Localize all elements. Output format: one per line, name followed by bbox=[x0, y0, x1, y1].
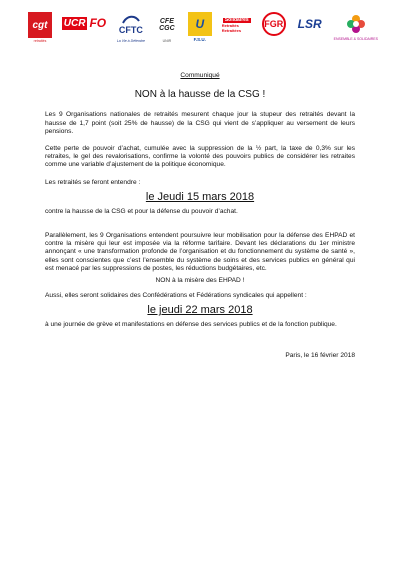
cgt-logo bbox=[28, 12, 52, 43]
cgt-logo-mark: cgt bbox=[28, 12, 52, 38]
fsu-logo-mark: U bbox=[188, 12, 212, 36]
paragraph-5: Parallèlement, les 9 Organisations entendent poursuivre leur mobilisation pour la défense des EHPAD et contre la misère qui leur est imposée via la réforme tarifaire. Devant les déclarations du 1er ministre annonçant « une transformation profonde de l’organisation et du fonctionnement du système de santé », elles sont conscientes que c’est l’ensemble du système de soins et des services publics en général qui est menacé par les suppressions de postes, les réductions budgétaires, etc. bbox=[45, 232, 355, 272]
cgt-logo-caption: retraités bbox=[33, 39, 47, 43]
date-15-mars: le Jeudi 15 mars 2018 bbox=[145, 190, 255, 203]
paragraph-1: Les 9 Organisations nationales de retraités mesurent chaque jour la stupeur des retraités devant la hausse de 1,7 point (soit 25% de hausse) de la CSG qui vient de s’appliquer au versement de leurs pensions. bbox=[45, 111, 355, 135]
cfe-cgc-logo bbox=[156, 12, 178, 43]
fsu-logo bbox=[188, 12, 212, 42]
solidaires-logo bbox=[222, 12, 252, 38]
date-22-mars: le jeudi 22 mars 2018 bbox=[147, 304, 253, 317]
paragraph-7: à une journée de grève et manifestations en défense des services publics et de la fonction publique. bbox=[45, 321, 337, 329]
lsr-logo bbox=[296, 12, 324, 36]
paragraph-2: Cette perte de pouvoir d’achat, cumulée avec la suppression de la ½ part, la taxe de 0,3% sur les retraites, le gel des revalorisations, confirme la volonté des pouvoirs publics de considérer les retraites comme une variable d’ajustement de la politique économique. bbox=[45, 145, 355, 169]
communique-body bbox=[45, 72, 355, 369]
ehpad-subtitle: NON à la misère des EHPAD ! bbox=[155, 277, 245, 285]
fsu-caption: F.S.U. bbox=[193, 37, 206, 42]
ensemble-caption: ENSEMBLE & SOLIDAIRES bbox=[333, 37, 378, 41]
lsr-logo-mark: LSR bbox=[297, 17, 322, 31]
retraites-text: Retraités Retraitées bbox=[221, 22, 242, 33]
cfe-cgc-caption: UNIR bbox=[162, 39, 172, 43]
page-title: NON à la hausse de la CSG ! bbox=[134, 89, 266, 101]
ensemble-solidaires-logo bbox=[334, 12, 378, 41]
cgc-text: CGC bbox=[159, 25, 175, 32]
ucr-fo-logo bbox=[62, 12, 106, 34]
cftc-logo bbox=[116, 12, 146, 43]
paragraph-6: Aussi, elles seront solidaires des Confédérations et Fédérations syndicales qui appellent : bbox=[45, 292, 307, 300]
flower-icon bbox=[346, 14, 366, 34]
cftc-swirl-icon bbox=[122, 15, 140, 25]
signature: Paris, le 16 février 2018 bbox=[285, 351, 355, 359]
paragraph-4: contre la hausse de la CSG et pour la défense du pouvoir d’achat. bbox=[45, 207, 238, 215]
logo-bar bbox=[28, 12, 378, 56]
cfe-text: CFE bbox=[159, 18, 174, 25]
cftc-caption: La Vie à Défendre bbox=[116, 39, 145, 43]
fgr-logo bbox=[262, 12, 286, 36]
ucr-text: UCR bbox=[63, 17, 86, 29]
communique-label: Communiqué bbox=[180, 72, 220, 79]
solidaires-text: Solidaires bbox=[224, 16, 249, 23]
paragraph-3: Les retraités se feront entendre : bbox=[45, 178, 141, 186]
fo-text: FO bbox=[89, 16, 107, 30]
fgr-logo-mark: FGR bbox=[262, 12, 286, 36]
cftc-text: CFTC bbox=[118, 25, 143, 35]
